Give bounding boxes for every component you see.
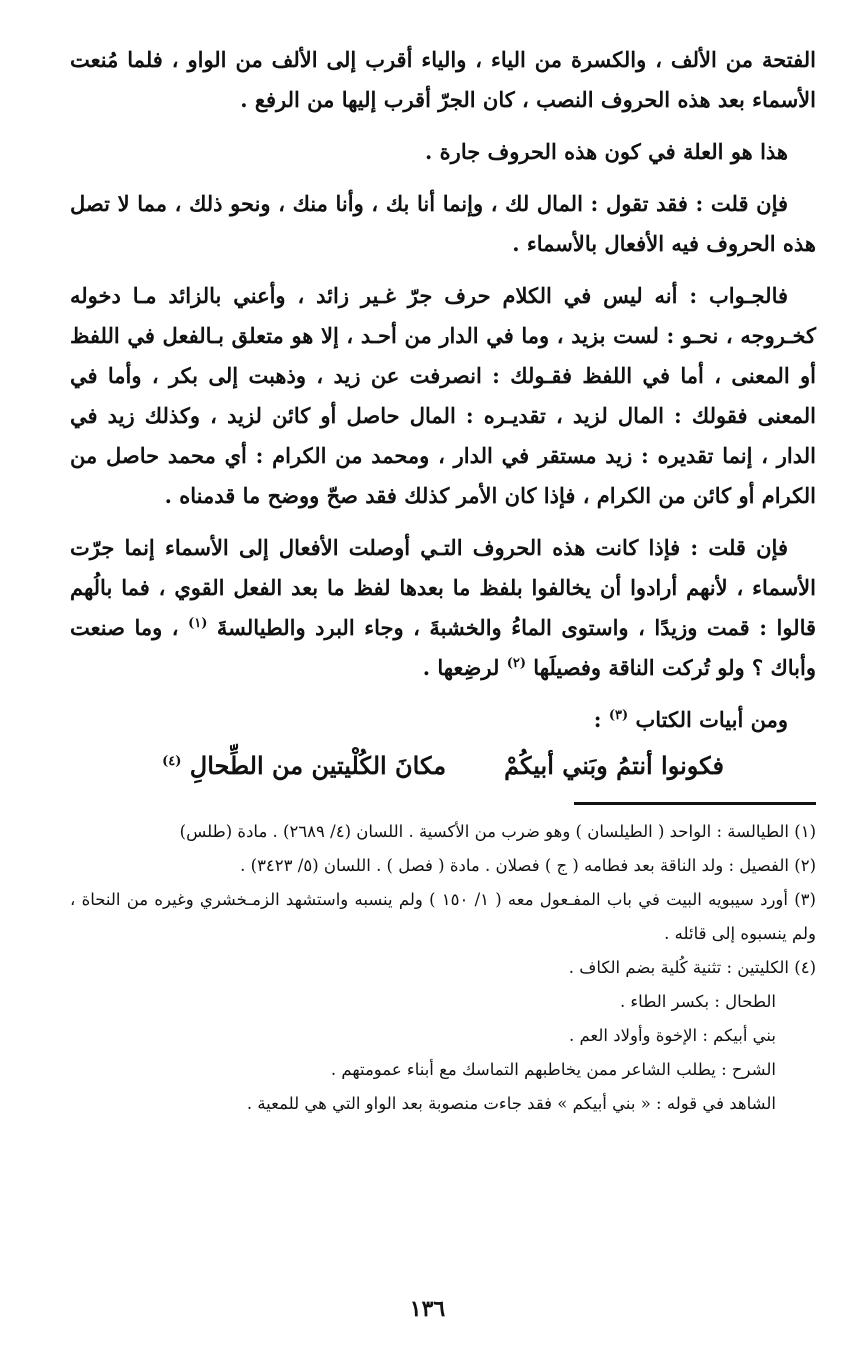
footnote-4-gloss-tihal: الطحال : بكسر الطاء . — [619, 992, 776, 1011]
paragraph-continuation: الفتحة من الألف ، والكسرة من الياء ، والياء أقرب إلى الألف من الواو ، فلما مُنعت الأسماء بعد هذه الحروف النصب ، كان الجرّ أقرب إليها من الرفع . — [70, 47, 816, 112]
verse-hemistich-first: فكونوا أنتمُ وبَني أبيكُمْ — [504, 751, 724, 780]
footnote-3: (٣) أورد سيبويه البيت في باب المفـعول معه ( ١/ ١٥٠ ) ولم ينسبه واستشهد الزمـخشري وغيره من النحاة ، ولم ينسبوه إلى قائله . — [70, 890, 816, 943]
verse-hemistich-second — [162, 744, 446, 788]
poetry-verse — [70, 744, 816, 788]
page-number: ١٣٦ — [409, 1296, 446, 1322]
question-text-3: لرضِعها . — [422, 655, 500, 680]
verse-intro — [70, 700, 816, 740]
footnote-4-explanation: الشرح : يطلب الشاعر ممن يخاطبهم التماسك مع أبناء عمومتهم . — [330, 1060, 776, 1079]
footnote-ref-3: (٣) — [608, 708, 629, 723]
footnote-4: (٤) الكليتين : تثنية كُلية بضم الكاف . — [568, 958, 816, 977]
document-page — [70, 40, 816, 1340]
footnote-ref-4: (٤) — [162, 754, 182, 769]
footnote-2: (٢) الفصيل : ولد الناقة بعد فطامه ( ج ) فصلان . مادة ( فصل ) . اللسان (٥/ ٣٤٢٣) . — [240, 856, 816, 875]
verse-hemistich-second-text: مكانَ الكُلْيتين من الطِّحالِ — [189, 751, 447, 780]
paragraph-question: فإن قلت : فقد تقول : المال لك ، وإنما أنا بك ، وأنا منك ، ونحو ذلك ، مما لا تصل هذه الحروف فيه الأفعال بالأسماء . — [70, 191, 816, 256]
footnote-ref-1: (١) — [188, 616, 208, 631]
verse-intro-text: ومن أبيات الكتاب — [635, 707, 788, 732]
footnote-separator — [574, 802, 816, 805]
paragraph-conclusion: هذا هو العلة في كون هذه الحروف جارة . — [425, 139, 788, 164]
paragraph-answer: فالجـواب : أنه ليس في الكلام حرف جرّ غـير زائد ، وأعني بالزائد مـا دخوله كخـروجه ، نحـو : لست بزيد ، وما في الدار من أحـد ، إلا هو متعلق بـالفعل في اللفظ أو المعنى ، أما في اللفظ فقـولك : انصرفت عن زيد ، وذهبت إلى بكر ، وأما في المعنى فقولك : المال لزيد ، تقديـره : المال حاصل أو كائن لزيد ، وكذلك زيد في الدار ، إنما تقديره : زيد مستقر في الدار ، ومحمد من الكرام : أي محمد حاصل من الكرام أو كائن من الكرام ، فإذا كان الأمر كذلك فقد صحّ ووضح ما قدمناه . — [70, 283, 817, 508]
paragraph-second-question — [70, 528, 816, 688]
question-text-2: ، وما صنعت وأباك ؟ ولو تُركت الناقة وفصيلَها — [70, 615, 816, 680]
footnote-4-gloss-bani-abikum: بني أبيكم : الإخوة وأولاد العم . — [568, 1026, 776, 1045]
question-text-1: فإن قلت : فإذا كانت هذه الحروف التـي أوصلت الأفعال إلى الأسماء إنما جرّت الأسماء ، لأنهم أرادوا أن يخالفوا بلفظ ما بعدها لفظ ما بعد الفعل القوي ، فما بالُهم قالوا : قمت وزيدًا ، واستوى الماءُ والخشبةَ ، وجاء البرد والطيالسةَ — [70, 535, 817, 640]
footnote-1: (١) الطيالسة : الواحد ( الطيلسان ) وهو ضرب من الأكسية . اللسان (٤/ ٢٦٨٩) . مادة (طلس) — [179, 822, 816, 841]
verse-intro-colon: : — [593, 707, 602, 732]
footnote-4-evidence: الشاهد في قوله : « بني أبيكم » فقد جاءت منصوبة بعد الواو التي هي للمعية . — [246, 1094, 776, 1113]
footnote-ref-2: (٢) — [506, 656, 526, 671]
